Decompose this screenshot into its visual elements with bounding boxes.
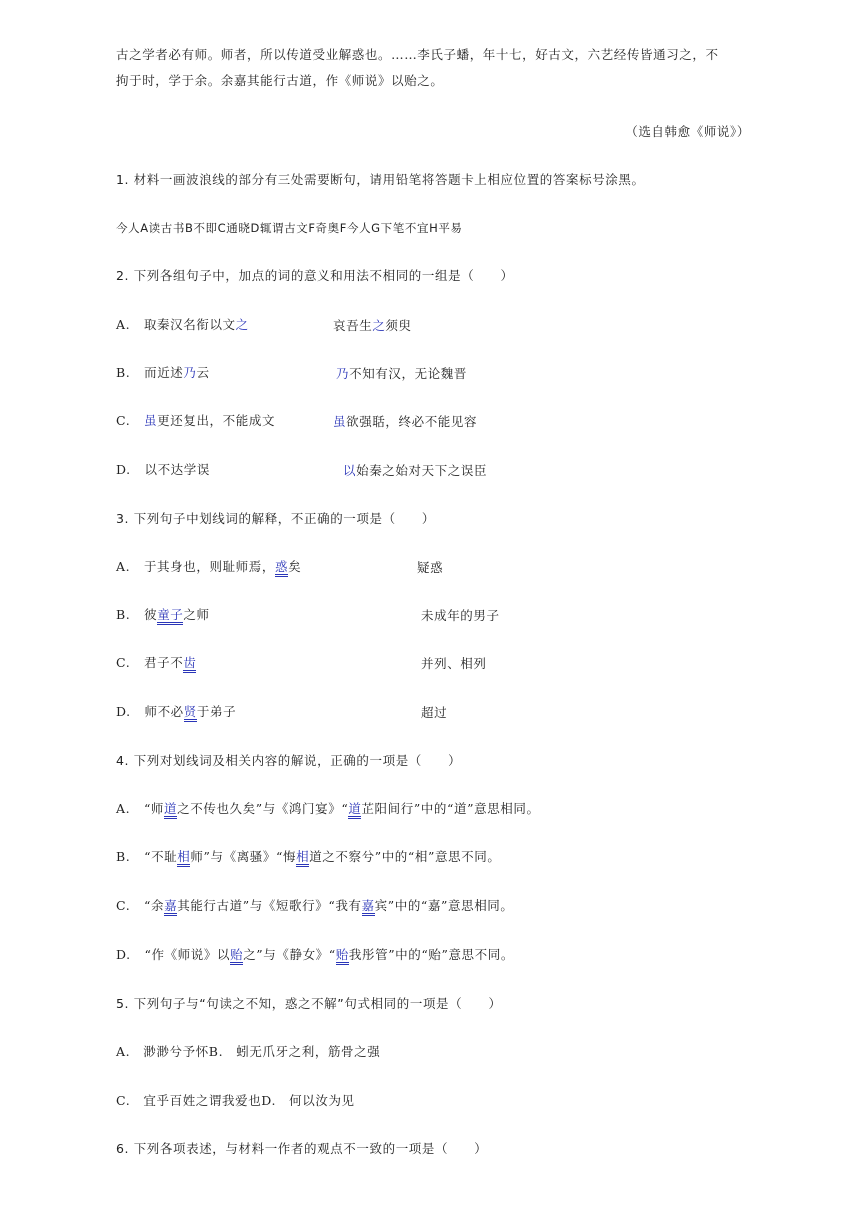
option-label: D. xyxy=(116,947,131,962)
option-text: “师 xyxy=(143,801,165,816)
q4-option-b xyxy=(116,848,500,866)
q3-option-c-gloss: 并列、相列 xyxy=(421,656,487,671)
option-text: “不耻 xyxy=(144,849,178,864)
q5-stem: 5. 下列句子与“句读之不知，惑之不解”句式相同的一项是（ ） xyxy=(116,996,502,1011)
marked-word: 乃 xyxy=(183,365,197,380)
q3-option-a xyxy=(116,558,301,576)
option-label: B. xyxy=(116,365,131,380)
option-text: “作《师说》以 xyxy=(144,947,231,962)
underlined-word: 贻 xyxy=(230,947,243,965)
q2-option-c-left xyxy=(116,412,275,430)
q2-option-b-left xyxy=(116,364,210,382)
underlined-word: 道 xyxy=(348,801,361,819)
option-text: 云 xyxy=(196,365,210,380)
q2-option-b-right xyxy=(336,364,467,382)
option-text: 师不必 xyxy=(144,704,184,719)
option-text: 取秦汉名衔以文 xyxy=(143,317,236,332)
underlined-word: 惑 xyxy=(275,559,288,577)
option-label: C. xyxy=(116,655,131,670)
option-text: 哀吾生 xyxy=(333,318,373,333)
underlined-word: 齿 xyxy=(183,655,196,673)
q3-option-c xyxy=(116,654,196,672)
q2-option-c-right xyxy=(333,412,477,430)
option-text: 师”与《离骚》“悔 xyxy=(190,849,297,864)
marked-word: 乃 xyxy=(336,366,350,381)
option-label: A. xyxy=(116,801,131,816)
q3-option-d-gloss: 超过 xyxy=(421,705,448,720)
option-text: 我彤管”中的“贻”意思不同。 xyxy=(348,947,514,962)
q4-option-d xyxy=(116,946,514,964)
marked-word: 虽 xyxy=(333,414,347,429)
option-text: 而近述 xyxy=(144,365,184,380)
q3-option-a-gloss: 疑惑 xyxy=(417,560,444,575)
option-text: “余 xyxy=(144,898,165,913)
marked-word: 以 xyxy=(343,463,357,478)
option-text: 其能行古道”与《短歌行》“我有 xyxy=(177,898,362,913)
q4-option-a xyxy=(116,800,540,818)
option-text: 于弟子 xyxy=(196,704,237,719)
q2-stem: 2. 下列各组句子中，加点的词的意义和用法不相同的一组是（ ） xyxy=(116,268,514,283)
option-label: D. xyxy=(116,462,131,477)
q3-stem: 3. 下列句子中划线词的解释，不正确的一项是（ ） xyxy=(116,511,436,526)
q5-option-ab: A. 渺渺兮予怀B. 蚓无爪牙之利，筋骨之强 xyxy=(116,1044,381,1059)
marked-word: 之 xyxy=(235,317,249,332)
q3-option-d xyxy=(116,703,236,721)
option-text: 误 xyxy=(196,462,210,477)
q2-option-d-right xyxy=(343,461,487,479)
option-text: 矣 xyxy=(288,559,302,574)
option-label: A. xyxy=(116,317,131,332)
option-label: D. xyxy=(116,704,131,719)
underlined-word: 嘉 xyxy=(164,898,177,916)
underlined-word: 道 xyxy=(164,801,177,819)
option-text: 于其身也，则耻师焉， xyxy=(143,559,275,574)
passage-line-1: 古之学者必有师。师者，所以传道受业解惑也。……李氏子蟠，年十七，好古文，六艺经传皆通习之，不 xyxy=(116,47,719,62)
q4-stem: 4. 下列对划线词及相关内容的解说，正确的一项是（ ） xyxy=(116,753,462,768)
passage-source: （选自韩愈《师说》） xyxy=(625,124,750,139)
option-text: 须臾 xyxy=(385,318,412,333)
option-text: 欲强聒，终必不能见容 xyxy=(346,414,478,429)
q4-option-c xyxy=(116,897,514,915)
option-text: 之不传也久矣”与《鸿门宴》“ xyxy=(177,801,349,816)
q5-option-cd: C. 宜乎百姓之谓我爱也D. 何以汝为见 xyxy=(116,1093,355,1108)
q2-option-d-left xyxy=(116,461,210,479)
q3-option-b xyxy=(116,606,210,624)
underlined-word: 嘉 xyxy=(362,898,375,916)
underlined-word: 贻 xyxy=(336,947,349,965)
passage-line-2: 拘于时，学于余。余嘉其能行古道，作《师说》以贻之。 xyxy=(116,73,444,88)
underlined-word: 相 xyxy=(177,849,190,867)
option-text: 以不达学 xyxy=(144,462,197,477)
q2-option-a-right xyxy=(333,316,412,334)
option-text: 道之不察兮”中的“相”意思不同。 xyxy=(309,849,501,864)
underlined-word: 相 xyxy=(296,849,309,867)
option-text: 之师 xyxy=(183,607,210,622)
option-text: 始秦之始对天下之误臣 xyxy=(356,463,488,478)
option-text: 彼 xyxy=(144,607,158,622)
option-text: 更还复出，不能成文 xyxy=(157,413,276,428)
option-text: 不知有汉，无论魏晋 xyxy=(349,366,468,381)
option-label: A. xyxy=(116,559,131,574)
underlined-word: 贤 xyxy=(184,704,197,722)
option-label: B. xyxy=(116,849,131,864)
option-label: C. xyxy=(116,413,131,428)
option-text: 之”与《静女》“ xyxy=(243,947,336,962)
marked-word: 之 xyxy=(372,318,386,333)
q1-stem: 1. 材料一画波浪线的部分有三处需要断句，请用铅笔将答题卡上相应位置的答案标号涂黑。 xyxy=(116,172,645,187)
underlined-word: 童子 xyxy=(157,607,183,625)
q3-option-b-gloss: 未成年的男子 xyxy=(421,608,500,623)
q1-text: 今人A读古书B不即C通晓D辄谓古文F奇奥F今人G下笔不宜H平易 xyxy=(116,221,463,235)
option-text: 君子不 xyxy=(144,655,184,670)
option-text: 芷阳间行”中的“道”意思相同。 xyxy=(361,801,540,816)
option-label: B. xyxy=(116,607,131,622)
marked-word: 虽 xyxy=(144,413,158,428)
option-text: 宾”中的“嘉”意思相同。 xyxy=(374,898,514,913)
option-label: C. xyxy=(116,898,131,913)
q6-stem: 6. 下列各项表述，与材料一作者的观点不一致的一项是（ ） xyxy=(116,1141,488,1156)
q2-option-a-left xyxy=(116,316,249,334)
